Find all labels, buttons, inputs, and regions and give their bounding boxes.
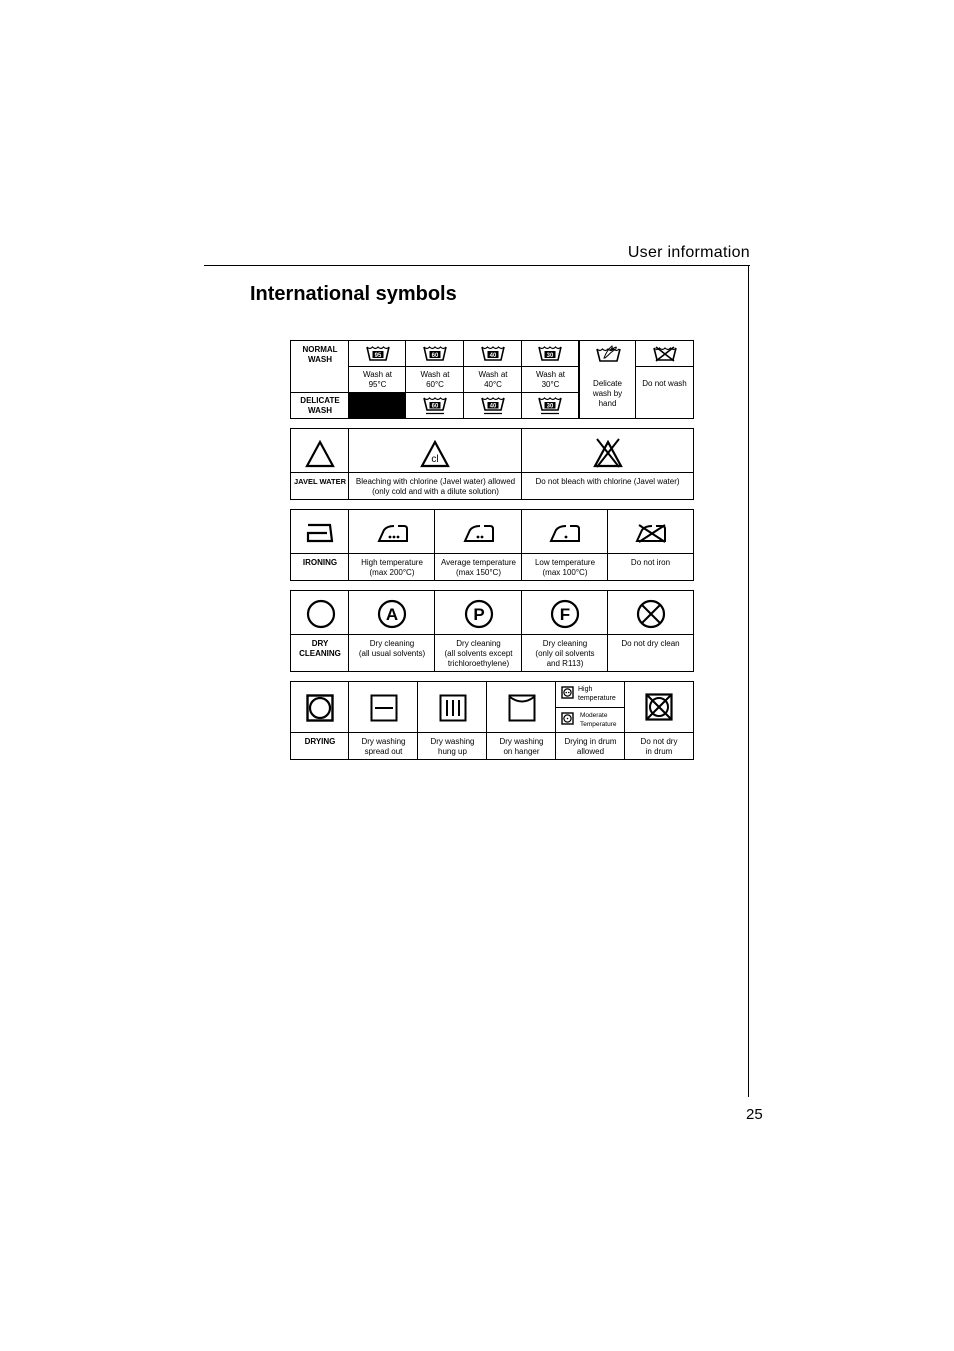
do-not-tumble-dry-caption: Do not dry in drum [640, 737, 678, 756]
header-rule [204, 265, 750, 266]
moderate-temperature-text: Moderate Temperature [580, 712, 617, 728]
temp-40: 40 [489, 353, 497, 359]
tumble-dry-moderate-icon [561, 712, 574, 725]
drip-dry-icon [439, 694, 467, 722]
dry-flat-caption: Dry washing spread out [361, 737, 406, 756]
dry-cleaning-table [290, 590, 694, 672]
no-bleach-icon [592, 437, 624, 469]
javel-water-label: JAVEL WATER [293, 477, 347, 486]
line-dry-caption: Dry washing on hanger [499, 737, 544, 756]
temp-95: 95 [374, 353, 382, 359]
dry-clean-circle-icon [306, 599, 336, 629]
wash-tub-icon [366, 345, 390, 362]
do-not-dry-clean-caption: Do not dry clean [621, 639, 680, 648]
dry-clean-a-icon [377, 599, 407, 629]
iron-average-icon [463, 523, 495, 543]
margin-rule [748, 265, 749, 1097]
temp-60: 60 [431, 353, 439, 359]
bleach-not-allowed-caption: Do not bleach with chlorine (Javel water) [535, 477, 680, 486]
normal-wash-label: NORMAL WASH [302, 345, 338, 364]
ironing-label: IRONING [302, 558, 338, 567]
iron-high-caption: High temperature (max 200°C) [361, 558, 423, 577]
wash-tub-icon [423, 345, 447, 362]
tumble-dry-high-icon [561, 686, 574, 699]
washing-table [290, 340, 694, 419]
delicate-wash-label: DELICATE WASH [300, 396, 340, 415]
page-title: International symbols [250, 283, 457, 305]
dry-clean-f-caption: Dry cleaning (only oil solvents and R113) [535, 639, 595, 668]
high-temperature-text: High temperature [578, 686, 616, 702]
dry-clean-a-caption: Dry cleaning (all usual solvents) [358, 639, 426, 658]
delicate-temp-30: 30 [546, 403, 554, 410]
wash-caption: Wash at 60°C [420, 370, 450, 389]
do-not-tumble-dry-icon [645, 693, 673, 721]
do-not-dry-clean-icon [636, 599, 666, 629]
do-not-wash-caption: Do not wash [642, 379, 687, 388]
hand-wash-icon [596, 344, 622, 363]
bleach-allowed-caption: Bleaching with chlorine (Javel water) allowed (only cold and with a dilute solution) [355, 477, 516, 496]
dry-cleaning-label: DRY CLEANING [299, 639, 341, 658]
wash-caption: Wash at 40°C [478, 370, 508, 389]
section-header: User information [627, 244, 750, 261]
do-not-iron-caption: Do not iron [630, 558, 671, 567]
drying-label: DRYING [304, 737, 336, 746]
chlorine-bleach-icon [420, 439, 450, 469]
do-not-iron-icon [635, 523, 667, 543]
ironing-table [290, 509, 694, 581]
bleach-triangle-icon [305, 439, 335, 469]
wash-tub-icon [481, 345, 505, 362]
page-number: 25 [746, 1106, 763, 1123]
iron-average-caption: Average temperature (max 150°C) [440, 558, 516, 577]
drying-square-icon [306, 694, 334, 722]
drying-table [290, 681, 694, 760]
solvent-letter-a: A [385, 605, 399, 624]
iron-low-icon [549, 523, 581, 543]
drip-dry-caption: Dry washing hung up [430, 737, 475, 756]
delicate-wash-tub-icon [538, 396, 562, 415]
hand-wash-caption: Delicate wash by hand [592, 379, 623, 408]
line-dry-icon [508, 694, 536, 722]
solvent-letter-p: P [473, 605, 485, 624]
cl-text: cl [431, 454, 439, 465]
temp-30: 30 [546, 353, 554, 359]
wash-caption: Wash at 95°C [362, 370, 393, 389]
delicate-temp-60: 60 [431, 403, 439, 410]
delicate-wash-tub-icon [423, 396, 447, 415]
iron-low-caption: Low temperature (max 100°C) [534, 558, 596, 577]
dry-clean-p-icon [464, 599, 494, 629]
dry-flat-icon [370, 694, 398, 722]
wash-caption: Wash at 30°C [535, 370, 566, 389]
solvent-letter-f: F [559, 605, 571, 624]
bleach-table [290, 428, 694, 500]
dry-clean-p-caption: Dry cleaning (all solvents except trichloroethylene) [444, 639, 513, 668]
dry-clean-f-icon [550, 599, 580, 629]
iron-icon [305, 523, 335, 543]
iron-high-icon [377, 523, 409, 543]
tumble-dry-caption: Drying in drum allowed [564, 737, 617, 756]
wash-tub-icon [538, 345, 562, 362]
do-not-wash-icon [653, 346, 677, 362]
unavailable-cell [349, 392, 406, 418]
delicate-temp-40: 40 [489, 403, 497, 410]
delicate-wash-tub-icon [481, 396, 505, 415]
